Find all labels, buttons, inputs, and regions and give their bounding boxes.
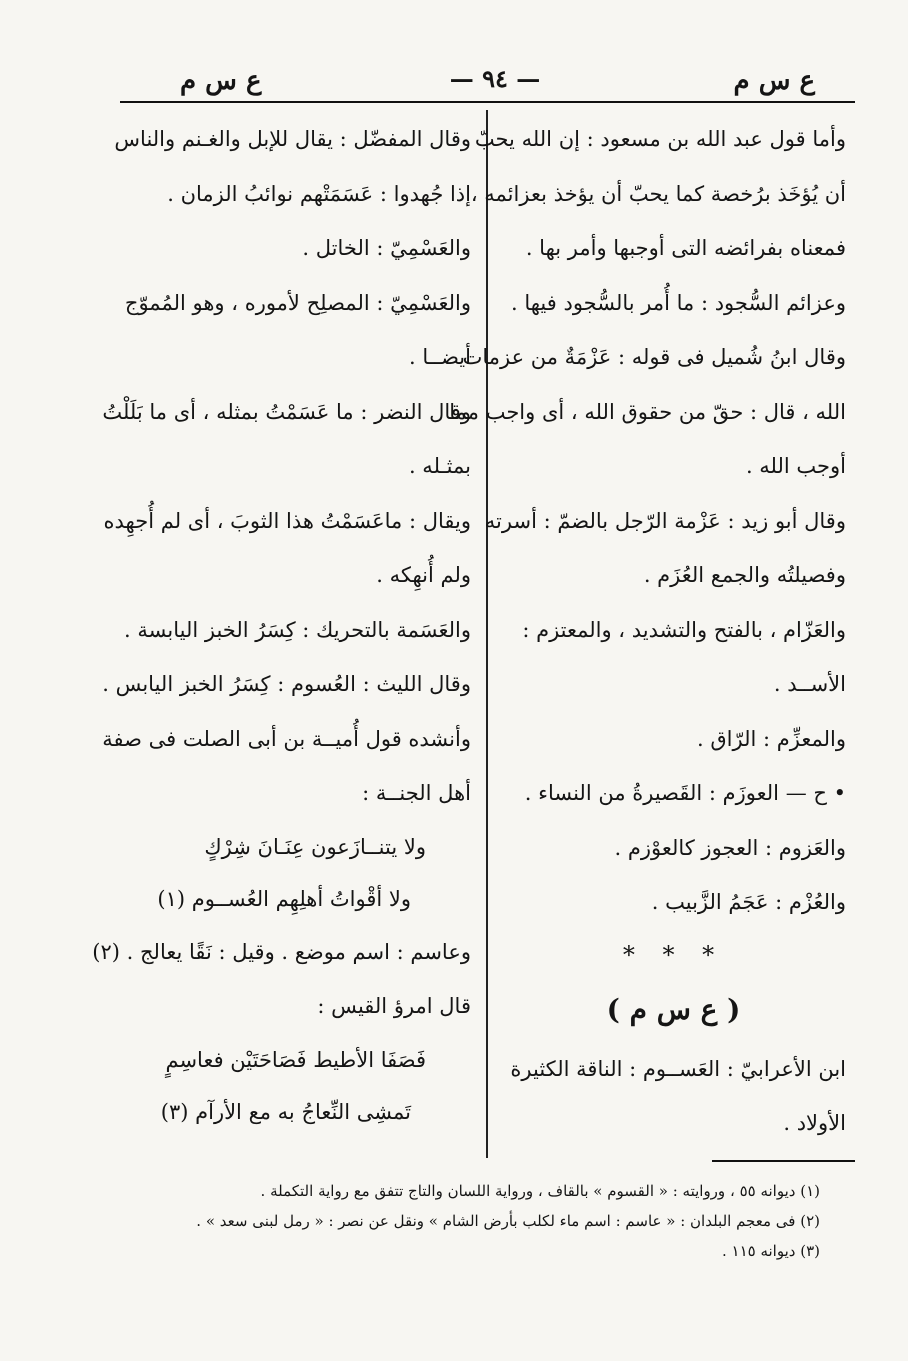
text-line: والعُزْم : عَجَمُ الزَّبيب . <box>651 890 846 914</box>
text-line: والمعزِّم : الرّاق . <box>697 726 846 751</box>
text-line: • ح — العوزَم : القَصيرةُ من النساء . <box>524 781 846 805</box>
text-line: إذا جُهدوا : عَسَمَتْهم نوائبُ الزمان . <box>167 181 471 206</box>
text-line: ابن الأعرابيّ : العَســوم : الناقة الكثيرة <box>510 1056 846 1081</box>
text-line: الأولاد . <box>783 1111 846 1135</box>
verse-line: ولا أقْواتُ أهلِهِم العُســوم (١) <box>157 886 411 911</box>
left-column <box>92 112 471 1138</box>
footnote: (٢) فى معجم البلدان : « عاسم : اسم ماء لكلب بأرض الشام » ونقل عن نصر : « رمل لبنى سعد » . <box>196 1212 820 1230</box>
text-line: والعَزوم : العجوز كالعوْزم . <box>614 835 846 860</box>
text-line: وعاسم : اسم موضع . وقيل : نَقًا يعالج . (٢) <box>92 939 471 964</box>
header-rule <box>120 101 855 103</box>
text-line: وقال النضر : ما عَسَمْتُ بمثله ، أى ما بَلَلْتُ <box>102 399 471 424</box>
text-line: الأســد . <box>773 672 846 696</box>
text-line: والعَزّام ، بالفتح والتشديد ، والمعتزم : <box>522 617 846 642</box>
text-line: أوجب الله . <box>745 454 846 478</box>
footnote-rule <box>712 1160 855 1162</box>
text-line: ويقال : ماعَسَمْتُ هذا الثوبَ ، أى لم أُجهِده <box>103 508 471 533</box>
verse-line: ولا يتنــازَعون عِنَـانَ شِرْكٍ <box>204 834 426 859</box>
text-line: الله ، قال : حقّ من حقوق الله ، أى واجب مما <box>449 399 846 424</box>
text-line: وقال الليث : العُسوم : كِسَرُ الخبز اليابس . <box>102 672 471 696</box>
text-line: قال امرؤ القيس : <box>317 994 471 1018</box>
footnote: (٣) ديوانه ١١٥ . <box>721 1242 820 1260</box>
verse-line: فَصَفَا الأطيط فَصَاحَتَيْن فعاسِمٍ <box>165 1047 426 1072</box>
text-line: بمثـله . <box>408 454 471 478</box>
text-line: وقال أبو زيد : عَزْمة الرّجل بالضمّ : أسرته <box>484 508 846 533</box>
text-line: أهل الجنــة : <box>362 781 471 805</box>
text-line: والعَسْمِيّ : الخاتل . <box>302 236 471 260</box>
running-head-right: ع س م <box>733 66 815 96</box>
footnote: (١) ديوانه ٥٥ ، وروايته : « القسوم » بالقاف ، ورواية اللسان والتاج تتفق مع رواية التكملة . <box>260 1182 820 1200</box>
text-line: أيضــا . <box>409 345 471 369</box>
text-line: وأما قول عبد الله بن مسعود : إن الله يحبّ <box>474 127 846 151</box>
text-line: وعزائم السُّجود : ما أُمر بالسُّجود فيها . <box>510 290 846 315</box>
text-line: والعَسَمة بالتحريك : كِسَرُ الخبز اليابسة . <box>124 617 471 642</box>
text-line: وفصيلتُه والجمع العُزَم . <box>643 563 846 587</box>
text-line: وأنشده قول أُميــة بن أبى الصلت فى صفة <box>102 726 471 751</box>
verse-line: تَمشِى النِّعاجُ به مع الأرآم (٣) <box>160 1099 411 1124</box>
text-line: وقال المفضّل : يقال للإبل والغـنم والناس <box>114 127 471 151</box>
section-heading: ( ع س م ) <box>606 992 741 1026</box>
running-header <box>120 62 855 100</box>
text-line: وقال ابنُ شُميل فى قوله : عَزْمَةٌ من عزمات <box>462 345 846 369</box>
running-head-left: ع س م <box>180 66 262 96</box>
text-line: ولم أُنهِكه . <box>376 563 471 587</box>
text-line: فمعناه بفرائضه التى أوجبها وأمر بها . <box>525 236 846 260</box>
page-number: — ٩٤ — <box>449 64 541 93</box>
right-column <box>449 112 846 1151</box>
column-divider <box>486 110 488 1158</box>
text-line: والعَسْمِيّ : المصلِح لأموره ، وهو المُموّج <box>124 290 471 315</box>
text-line: أن يُؤخَذ برُخصة كما يحبّ أن يؤخذ بعزائمه ، <box>470 181 846 206</box>
section-separator-stars: * * * <box>622 940 725 969</box>
footnotes <box>120 1176 820 1266</box>
